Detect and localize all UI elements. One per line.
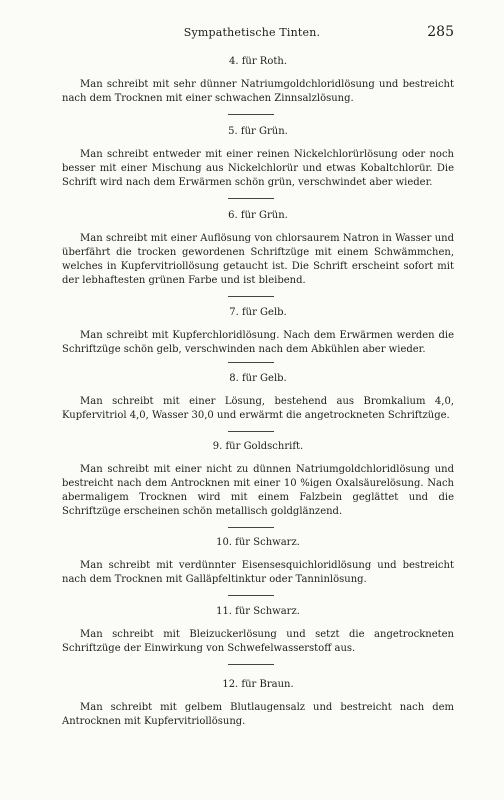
section-text: Man schreibt mit einer Auflösung von chlorsaurem Natron in Wasser und überfährt die trocken gewordenen Schriftzüge mit einem Schwämmchen, welches in Kupfervitriollösung getaucht ist. Die Schrift erscheint sofort mit der lebhaftesten grünen Farbe und ist bleibend. bbox=[62, 233, 454, 286]
page-header bbox=[0, 26, 504, 42]
recipe-section-11 bbox=[62, 606, 454, 656]
recipe-section-6 bbox=[62, 210, 454, 288]
section-title: 10. für Schwarz. bbox=[216, 537, 300, 548]
section-divider bbox=[228, 296, 274, 297]
section-title: 9. für Goldschrift. bbox=[212, 441, 304, 452]
section-title: 6. für Grün. bbox=[228, 210, 288, 221]
recipe-section-7 bbox=[62, 307, 454, 357]
section-title: 5. für Grün. bbox=[228, 126, 288, 137]
section-title: 11. für Schwarz. bbox=[216, 606, 300, 617]
section-title: 4. für Roth. bbox=[228, 56, 287, 67]
section-text: Man schreibt mit Bleizuckerlösung und setzt die angetrockneten Schriftzüge der Einwirkung von Schwefelwasserstoff aus. bbox=[62, 629, 454, 654]
section-divider bbox=[228, 527, 274, 528]
running-title: Sympathetische Tinten. bbox=[183, 26, 321, 39]
recipe-section-12 bbox=[62, 679, 454, 729]
recipe-section-8 bbox=[62, 373, 454, 423]
section-divider bbox=[228, 595, 274, 596]
recipe-section-9 bbox=[62, 441, 454, 519]
recipe-section-10 bbox=[62, 537, 454, 587]
page-number: 285 bbox=[427, 24, 454, 40]
section-title: 12. für Braun. bbox=[222, 679, 294, 690]
section-text: Man schreibt mit sehr dünner Natriumgoldchloridlösung und bestreicht nach dem Trocknen mit einer schwachen Zinnsalzlösung. bbox=[62, 79, 454, 104]
section-text: Man schreibt mit Kupferchloridlösung. Nach dem Erwärmen werden die Schriftzüge schön gelb, verschwinden nach dem Abkühlen aber wieder. bbox=[62, 330, 454, 355]
section-text: Man schreibt mit einer nicht zu dünnen Natriumgoldchloridlösung und bestreicht nach dem Antrocknen mit einer 10 %igen Oxalsäurelösung. Nach abermaligem Trocknen wird mit einem Falzbein geglättet und die Schriftzüge erscheinen schön metallisch goldglänzend. bbox=[62, 464, 454, 517]
section-text: Man schreibt entweder mit einer reinen Nickelchlorürlösung oder noch besser mit einer Mischung aus Nickelchlorür und etwas Kobaltchlorür. Die Schrift wird nach dem Erwärmen schön grün, verschwindet aber wieder. bbox=[62, 149, 454, 188]
section-divider bbox=[228, 114, 274, 115]
section-title: 7. für Gelb. bbox=[229, 307, 287, 318]
recipe-section-4 bbox=[62, 56, 454, 106]
section-title: 8. für Gelb. bbox=[229, 373, 287, 384]
section-divider bbox=[228, 431, 274, 432]
section-divider bbox=[228, 664, 274, 665]
section-divider bbox=[228, 362, 274, 363]
recipe-section-5 bbox=[62, 126, 454, 190]
section-text: Man schreibt mit gelbem Blutlaugensalz und bestreicht nach dem Antrocknen mit Kupfervitriollösung. bbox=[62, 702, 454, 727]
section-divider bbox=[228, 198, 274, 199]
section-text: Man schreibt mit verdünnter Eisensesquichloridlösung und bestreicht nach dem Trocknen mit Galläpfeltinktur oder Tanninlösung. bbox=[62, 560, 454, 585]
section-text: Man schreibt mit einer Lösung, bestehend aus Bromkalium 4,0, Kupfervitriol 4,0, Wasser 30,0 und erwärmt die angetrockneten Schriftzüge. bbox=[62, 396, 454, 421]
